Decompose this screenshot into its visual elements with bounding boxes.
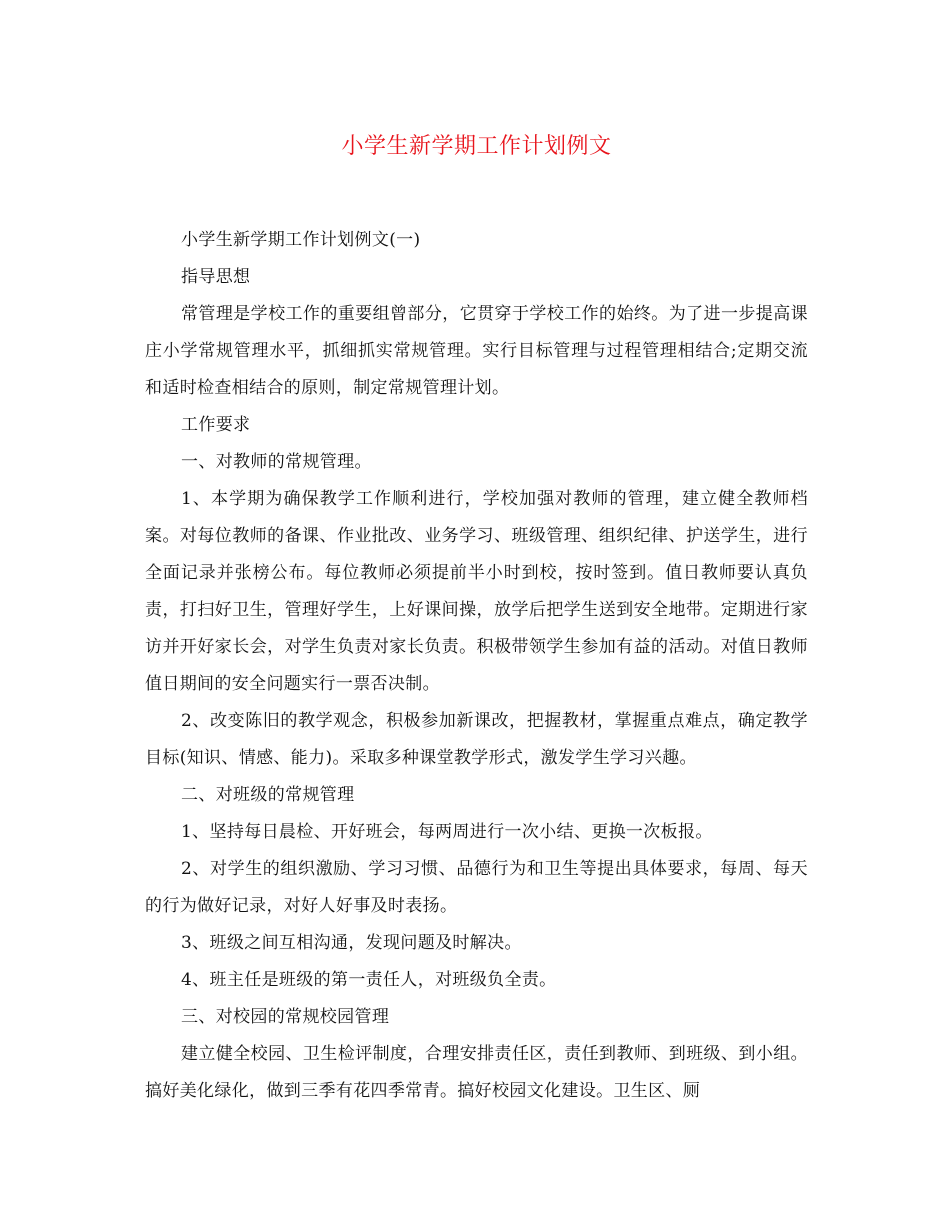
paragraph: 3、班级之间互相沟通，发现问题及时解决。 (181, 933, 522, 953)
paragraph: 建立健全校园、卫生检评制度，合理安排责任区，责任到教师、到班级、到小组。搞好美化绿化，做到三季有花四季常青。搞好校园文化建设。卫生区、厕 (145, 1044, 808, 1101)
document-title: 小学生新学期工作计划例文 (341, 134, 612, 159)
paragraph-subtitle: 小学生新学期工作计划例文(一) (181, 230, 421, 250)
paragraph: 1、坚持每日晨检、开好班会，每两周进行一次小结、更换一次板报。 (181, 822, 713, 842)
paragraph-heading-work-requirements: 工作要求 (181, 415, 251, 435)
paragraph-section-heading: 三、对校园的常规校园管理 (181, 1007, 390, 1027)
paragraph: 1、本学期为确保教学工作顺利进行，学校加强对教师的管理，建立健全教师档案。对每位教师的备课、作业批改、业务学习、班级管理、组织纪律、护送学生，进行全面记录并张榜公布。每位教师必须提前半小时到校，按时签到。值日教师要认真负责，打扫好卫生，管理好学生，上好课间操，放学后把学生送到安全地带。定期进行家访并开好家长会，对学生负责对家长负责。积极带领学生参加有益的活动。对值日教师值日期间的安全问题实行一票否决制。 (145, 489, 808, 694)
paragraph-section-heading: 一、对教师的常规管理。 (181, 452, 372, 472)
paragraph: 4、班主任是班级的第一责任人，对班级负全责。 (181, 970, 557, 990)
document-body (145, 222, 808, 1110)
paragraph: 常管理是学校工作的重要组曾部分，它贯穿于学校工作的始终。为了进一步提高课庄小学常规管理水平，抓细抓实常规管理。实行目标管理与过程管理相结合;定期交流和适时检查相结合的原则，制定常规管理计划。 (145, 304, 808, 398)
paragraph: 2、对学生的组织激励、学习习惯、品德行为和卫生等提出具体要求，每周、每天的行为做好记录，对好人好事及时表扬。 (145, 859, 808, 916)
paragraph-section-heading: 二、对班级的常规管理 (181, 785, 355, 805)
paragraph: 2、改变陈旧的教学观念，积极参加新课改，把握教材，掌握重点难点，确定教学目标(知识、情感、能力)。采取多种课堂教学形式，激发学生学习兴趣。 (145, 711, 808, 768)
paragraph-heading-guiding-thought: 指导思想 (181, 267, 251, 287)
